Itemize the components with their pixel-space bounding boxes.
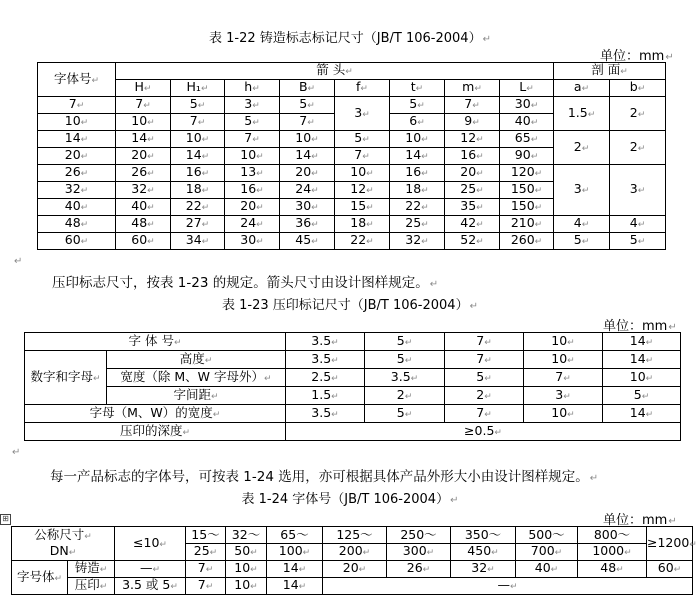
cell: 14↵ <box>603 351 681 369</box>
cell: 3↵ <box>554 165 610 216</box>
cell: 3.5↵ <box>286 351 365 369</box>
cell: —↵ <box>115 561 186 578</box>
cell: 2↵ <box>610 131 666 165</box>
cell: 7↵ <box>171 114 225 131</box>
range-cell: 250～ <box>387 527 451 544</box>
cell: 210↵ <box>500 216 554 233</box>
cell: 25↵ <box>445 182 500 199</box>
cell: 30↵ <box>225 233 280 250</box>
cell: 7↵ <box>280 114 335 131</box>
cell: 14↵ <box>267 578 323 595</box>
range-cell: 500～ <box>516 527 578 544</box>
cell: 48↵ <box>578 561 647 578</box>
cell: 45↵ <box>280 233 335 250</box>
cell: 27↵ <box>171 216 225 233</box>
cell: 14↵ <box>267 561 323 578</box>
range-cell: 1000↵ <box>578 544 647 561</box>
cell: 3.5↵ <box>286 405 365 423</box>
cell: 1.5↵ <box>554 97 610 131</box>
cell: 52↵ <box>445 233 500 250</box>
cell: 18↵ <box>390 182 445 199</box>
cell: 15↵ <box>335 199 390 216</box>
cell: 7↵ <box>116 97 171 114</box>
col-H1: H₁↵ <box>171 80 225 97</box>
table3-unit: 单位：mm↵ <box>603 513 677 528</box>
cell: 5↵ <box>554 233 610 250</box>
cell: 5↵ <box>335 131 390 148</box>
cell: 26↵ <box>38 165 116 182</box>
cell: 3↵ <box>610 165 666 216</box>
col-L: L↵ <box>500 80 554 97</box>
range-cell: ≥1200↵ <box>647 527 693 561</box>
cell: 30↵ <box>280 199 335 216</box>
cell: 7↵ <box>445 97 500 114</box>
dn-label: 公称尺寸↵ DN↵ <box>12 527 115 561</box>
cell: 34↵ <box>171 233 225 250</box>
cell: 150↵ <box>500 199 554 216</box>
cell: 12↵ <box>445 131 500 148</box>
cell: 40↵ <box>500 114 554 131</box>
cell: 60↵ <box>38 233 116 250</box>
cell: 16↵ <box>390 165 445 182</box>
cell: 14↵ <box>171 148 225 165</box>
col-m: m↵ <box>445 80 500 97</box>
table1-unit: 单位：mm↵ <box>600 49 674 64</box>
cell: 14↵ <box>603 333 681 351</box>
cell: 18↵ <box>335 216 390 233</box>
cell: 10↵ <box>524 405 603 423</box>
col-B: B↵ <box>280 80 335 97</box>
cell: 20↵ <box>116 148 171 165</box>
cell: 20↵ <box>38 148 116 165</box>
table-row <box>25 333 681 351</box>
cell: 5↵ <box>171 97 225 114</box>
range-cell: 700↵ <box>516 544 578 561</box>
cell: 5↵ <box>365 405 445 423</box>
cell: 3.5↵ <box>365 369 445 387</box>
cell: 20↵ <box>323 561 387 578</box>
range-cell: 800～ <box>578 527 647 544</box>
range-cell: 50↵ <box>226 544 267 561</box>
cell: 32↵ <box>116 182 171 199</box>
range-cell: 125～ <box>323 527 387 544</box>
cell: 3.5 或 5↵ <box>115 578 186 595</box>
cell: 10↵ <box>116 114 171 131</box>
cell: 5↵ <box>390 97 445 114</box>
col-b: b↵ <box>610 80 666 97</box>
col-h: h↵ <box>225 80 280 97</box>
cell: 1.5↵ <box>286 387 365 405</box>
cell: 7↵ <box>445 405 524 423</box>
table-row <box>25 405 681 423</box>
cell: 120↵ <box>500 165 554 182</box>
paragraph-2: 每一产品标志的字体号，可按表 1-24 选用，亦可根据具体产品外形大小由设计图样规定。↵ <box>50 469 599 485</box>
cell: 10↵ <box>335 165 390 182</box>
table2-title: 表 1-23 压印标记尺寸（JB/T 106-2004）↵ <box>222 298 478 313</box>
cell: 150↵ <box>500 182 554 199</box>
cell: 7↵ <box>186 578 226 595</box>
table-row <box>12 578 693 595</box>
cell: 26↵ <box>116 165 171 182</box>
cell: 90↵ <box>500 148 554 165</box>
cell: 3↵ <box>335 97 390 131</box>
table-1-24 <box>11 526 697 595</box>
table2-unit: 单位：mm↵ <box>603 319 677 334</box>
cell: 24↵ <box>225 216 280 233</box>
cell: 14↵ <box>390 148 445 165</box>
table-row <box>25 387 681 405</box>
cell: 12↵ <box>335 182 390 199</box>
table-row <box>38 131 666 148</box>
cell: 5↵ <box>365 333 445 351</box>
range-cell: 15～ <box>186 527 226 544</box>
cell: 5↵ <box>365 351 445 369</box>
cell: 18↵ <box>171 182 225 199</box>
cell: 5↵ <box>225 114 280 131</box>
cell: 22↵ <box>171 199 225 216</box>
cell: 16↵ <box>445 148 500 165</box>
cell: 24↵ <box>280 182 335 199</box>
cell: 22↵ <box>390 199 445 216</box>
cell: 5↵ <box>610 233 666 250</box>
cell: 10↵ <box>226 561 267 578</box>
table-row <box>38 233 666 250</box>
table-1-22 <box>37 62 666 250</box>
cell: 40↵ <box>116 199 171 216</box>
cell: 7↵ <box>186 561 226 578</box>
cast-label: 铸造↵ <box>68 561 115 578</box>
cell: 3↵ <box>524 387 603 405</box>
table-row <box>12 561 693 578</box>
cell: 30↵ <box>500 97 554 114</box>
cell: 4↵ <box>610 216 666 233</box>
header-arrow: 箭 头↵ <box>116 63 554 80</box>
cell: 32↵ <box>38 182 116 199</box>
cell: 7↵ <box>38 97 116 114</box>
col-t: t↵ <box>390 80 445 97</box>
cell: 10↵ <box>524 351 603 369</box>
cell: 10↵ <box>38 114 116 131</box>
col-a: a↵ <box>554 80 610 97</box>
cell: 65↵ <box>500 131 554 148</box>
cell: 32↵ <box>451 561 516 578</box>
row-label: 高度↵ <box>107 351 286 369</box>
font-no-label: 字 体 号↵ <box>25 333 286 351</box>
table-move-handle-icon[interactable]: ⊞ <box>0 514 11 525</box>
col-f: f↵ <box>335 80 390 97</box>
cell: 7↵ <box>445 351 524 369</box>
cell: 48↵ <box>38 216 116 233</box>
table-row <box>25 423 681 441</box>
press-label: 压印↵ <box>68 578 115 595</box>
table1-title: 表 1-22 铸造标志标记尺寸（JB/T 106-2004）↵ <box>209 31 491 46</box>
header-font-no: 字体号↵ <box>38 63 116 97</box>
cell: 26↵ <box>387 561 451 578</box>
font-size-label: 字号体↵ <box>12 561 68 595</box>
cell: 10↵ <box>603 369 681 387</box>
cell: 14↵ <box>116 131 171 148</box>
cell: 22↵ <box>335 233 390 250</box>
cell: 36↵ <box>280 216 335 233</box>
cell: 32↵ <box>390 233 445 250</box>
cell: 2↵ <box>610 97 666 131</box>
cell: 2.5↵ <box>286 369 365 387</box>
cell: 5↵ <box>603 387 681 405</box>
press-depth-label: 压印的深度↵ <box>25 423 286 441</box>
cell: 7↵ <box>524 369 603 387</box>
range-cell: 65～ <box>267 527 323 544</box>
table-1-23 <box>24 332 681 441</box>
range-cell: 450↵ <box>451 544 516 561</box>
cell: 20↵ <box>445 165 500 182</box>
table-row <box>38 216 666 233</box>
cell: 35↵ <box>445 199 500 216</box>
cell: 7↵ <box>225 131 280 148</box>
cell: 6↵ <box>390 114 445 131</box>
range-cell: 25↵ <box>186 544 226 561</box>
cell: 13↵ <box>225 165 280 182</box>
range-cell: 32～ <box>226 527 267 544</box>
cell: 7↵ <box>445 333 524 351</box>
cell: 260↵ <box>500 233 554 250</box>
range-cell: 100↵ <box>267 544 323 561</box>
cell: 2↵ <box>445 387 524 405</box>
cell: 20↵ <box>225 199 280 216</box>
mw-width-label: 字母（M、W）的宽度↵ <box>25 405 286 423</box>
table-row <box>38 165 666 182</box>
range-cell: 300↵ <box>387 544 451 561</box>
cell: 10↵ <box>280 131 335 148</box>
cell: 3↵ <box>225 97 280 114</box>
table-row <box>25 369 681 387</box>
cell: 10↵ <box>226 578 267 595</box>
cell: 3.5↵ <box>286 333 365 351</box>
cell: 10↵ <box>171 131 225 148</box>
press-rest-cell: —↵ <box>323 578 693 595</box>
digits-letters-label: 数字和字母↵ <box>25 351 107 405</box>
cell: 14↵ <box>603 405 681 423</box>
paragraph-mark: ↵ <box>12 447 21 458</box>
cell: 10↵ <box>524 333 603 351</box>
paragraph-mark: ↵ <box>14 256 23 267</box>
cell: 2↵ <box>554 131 610 165</box>
cell: 2↵ <box>365 387 445 405</box>
cell: 10↵ <box>390 131 445 148</box>
cell: 40↵ <box>516 561 578 578</box>
cell: 9↵ <box>445 114 500 131</box>
cell: 48↵ <box>116 216 171 233</box>
table3-title: 表 1-24 字体号（JB/T 106-2004）↵ <box>241 492 459 507</box>
table-row <box>25 351 681 369</box>
row-label: 字间距↵ <box>107 387 286 405</box>
cell: 14↵ <box>38 131 116 148</box>
cell: 60↵ <box>116 233 171 250</box>
cell: 40↵ <box>38 199 116 216</box>
cell: 7↵ <box>335 148 390 165</box>
cell: 20↵ <box>280 165 335 182</box>
col-H: H↵ <box>116 80 171 97</box>
range-cell: 200↵ <box>323 544 387 561</box>
cell: 42↵ <box>445 216 500 233</box>
table-row <box>38 97 666 114</box>
cell: 16↵ <box>225 182 280 199</box>
row-label: 宽度（除 M、W 字母外）↵ <box>107 369 286 387</box>
cell: 5↵ <box>280 97 335 114</box>
table-row <box>12 527 693 544</box>
paragraph-1: 压印标志尺寸，按表 1-23 的规定。箭头尺寸由设计图样规定。↵ <box>52 275 439 291</box>
press-depth-value: ≥0.5↵ <box>286 423 681 441</box>
cell: 4↵ <box>554 216 610 233</box>
cell: 10↵ <box>225 148 280 165</box>
cell: 60↵ <box>647 561 693 578</box>
cell: 16↵ <box>171 165 225 182</box>
cell: 14↵ <box>280 148 335 165</box>
range-cell: 350～ <box>451 527 516 544</box>
header-section: 剖 面↵ <box>554 63 666 80</box>
range-cell: ≤10↵ <box>115 527 186 561</box>
cell: 25↵ <box>390 216 445 233</box>
cell: 5↵ <box>445 369 524 387</box>
